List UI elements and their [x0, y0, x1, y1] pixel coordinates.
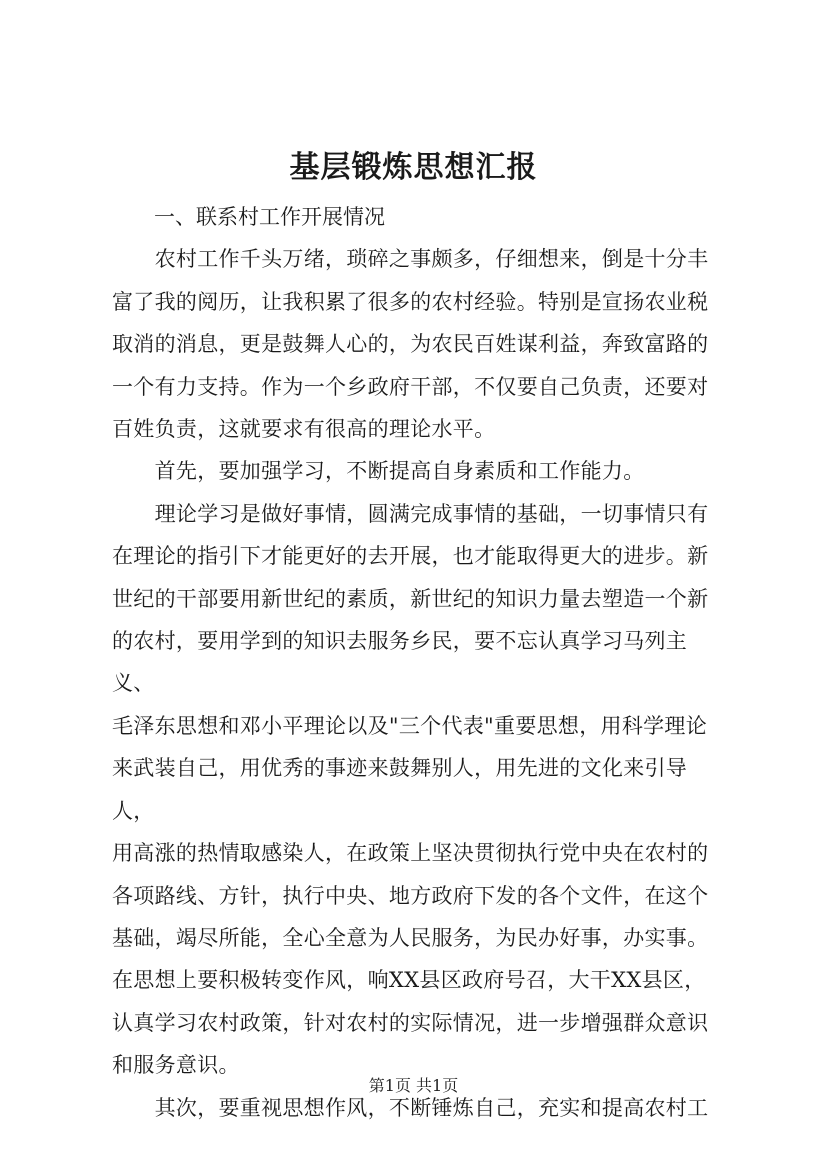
paragraph: 其次，要重视思想作风，不断锤炼自己，充实和提高农村工 — [112, 1095, 709, 1120]
section-heading: 一、联系村工作开展情况 — [154, 205, 385, 229]
paragraph: 首先，要加强学习，不断提高自身素质和工作能力。 — [112, 459, 645, 484]
document-body — [112, 196, 724, 1129]
paragraph: 理论学习是做好事情，圆满完成事情的基础，一切事情只有 在理论的指引下才能更好的去开展，也才能取得更大的进步。新 世纪的干部要用新世纪的素质，新世纪的知识力量去塑造一个新 的农村，要用学到的知识去服务乡民，要不忘认真学习马列主义、 毛泽东思想和邓小平理论以及"三个代表"重要思想，用科学理论 来武装自己，用优秀的事迹来鼓舞别人，用先进的文化来引导人， 用高涨的热情取感染人，在政策上坚决贯彻执行党中央在农村的 各项路线、方针，执行中央、地方政府下发的各个文件，在这个 基础，竭尽所能，全心全意为人民服务，为民办好事，办实事。 在思想上要积极转变作风，响XX县区政府号召，大干XX县区， 认真学习农村政策，针对农村的实际情况，进一步增强群众意识 和服务意识。 — [112, 501, 709, 1078]
page-footer: 第1页 共1页 — [368, 1076, 459, 1095]
document-title: 基层锻炼思想汇报 — [289, 150, 538, 185]
paragraph: 农村工作千头万绪，琐碎之事颇多，仔细想来，倒是十分丰 富了我的阅历，让我积累了很多的农村经验。特别是宣扬农业税 取消的消息，更是鼓舞人心的，为农民百姓谋利益，奔致富路的 一个有力支持。作为一个乡政府干部，不仅要自己负责，还要对 百姓负责，这就要求有很高的理论水平。 — [112, 247, 709, 442]
